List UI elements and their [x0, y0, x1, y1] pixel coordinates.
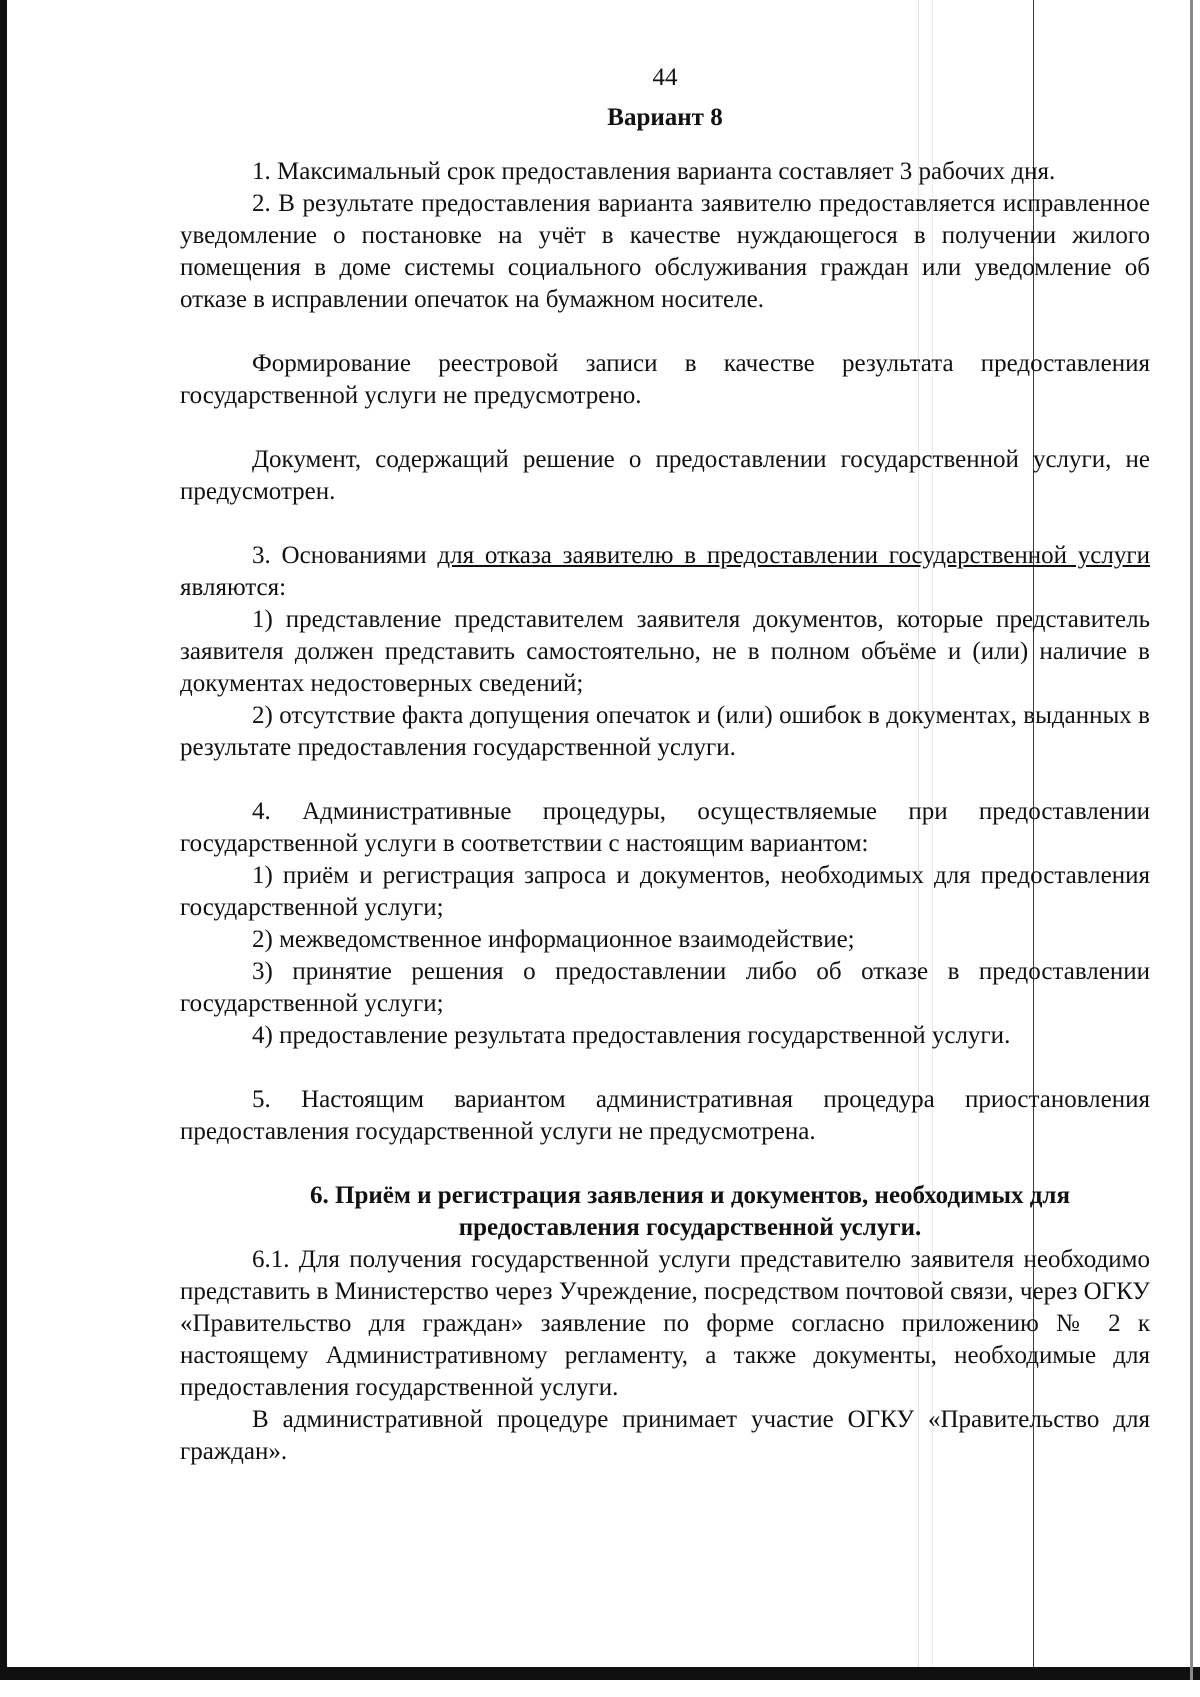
spacer [180, 1148, 1150, 1180]
scan-edge-bottom [0, 1667, 1200, 1680]
variant-title: Вариант 8 [607, 104, 723, 131]
list-item-6-2: 2) межведомственное информационное взаимодействие; [252, 926, 855, 953]
spacer [180, 316, 1150, 348]
paragraph-1: 1. Максимальный срок предоставления варианта составляет 3 рабочих дня. [252, 158, 1056, 185]
paragraph-3: Формирование реестровой записи в качестве результата предоставления государственной услуги не предусмотрено. [180, 350, 1150, 409]
list-item-6-1: 1) приём и регистрация запроса и документов, необходимых для предоставления государственной услуги; [180, 862, 1150, 921]
list-item-5-1: 1) представление представителем заявителя документов, которые представитель заявителя должен представить самостоятельно, не в полном объёме и (или) наличие в документах недостоверных сведений; [180, 606, 1150, 697]
page-number: 44 [652, 64, 678, 91]
spacer [180, 1052, 1150, 1084]
scan-edge-right [1190, 0, 1193, 1680]
section-6-heading: 6. Приём и регистрация заявления и документов, необходимых для предоставления государственной услуги. [310, 1182, 1070, 1241]
list-item-6-3: 3) принятие решения о предоставлении либо об отказе в предоставлении государственной услуги; [180, 958, 1150, 1017]
paragraph-7: 5. Настоящим вариантом административная процедура приостановления предоставления государственной услуги не предусмотрена. [180, 1086, 1150, 1145]
paragraph-5-underlined: для отказа заявителю в предоставлении государственной услуги [437, 542, 1150, 569]
spacer [180, 412, 1150, 444]
scan-edge-left [0, 0, 7, 1680]
paragraph-4: Документ, содержащий решение о предоставлении государственной услуги, не предусмотрен. [180, 446, 1150, 505]
spacer [180, 508, 1150, 540]
document-body [180, 62, 1150, 1468]
list-item-5-2: 2) отсутствие факта допущения опечаток и (или) ошибок в документах, выданных в результате предоставления государственной услуги. [180, 702, 1150, 761]
paragraph-8: 6.1. Для получения государственной услуги представителю заявителя необходимо представить в Министерство через Учреждение, посредством почтовой связи, через ОГКУ «Правительство для граждан» заявление по форме согласно приложению № 2 к настоящему Административному регламенту, а также документы, необходимые для предоставления государственной услуги. [180, 1246, 1150, 1401]
paragraph-5 [180, 540, 1150, 604]
list-item-6-4: 4) предоставление результата предоставления государственной услуги. [252, 1022, 1011, 1049]
spacer [180, 764, 1150, 796]
paragraph-5-end: являются: [180, 574, 287, 601]
paragraph-5-start: 3. Основаниями [252, 542, 438, 569]
paragraph-2: 2. В результате предоставления варианта заявителю предоставляется исправленное уведомление о постановке на учёт в качестве нуждающегося в получении жилого помещения в доме системы социального обслуживания граждан или уведомление об отказе в исправлении опечаток на бумажном носителе. [180, 190, 1150, 313]
paragraph-6: 4. Административные процедуры, осуществляемые при предоставлении государственной услуги в соответствии с настоящим вариантом: [180, 798, 1150, 857]
paragraph-9: В административной процедуре принимает участие ОГКУ «Правительство для граждан». [180, 1406, 1150, 1465]
